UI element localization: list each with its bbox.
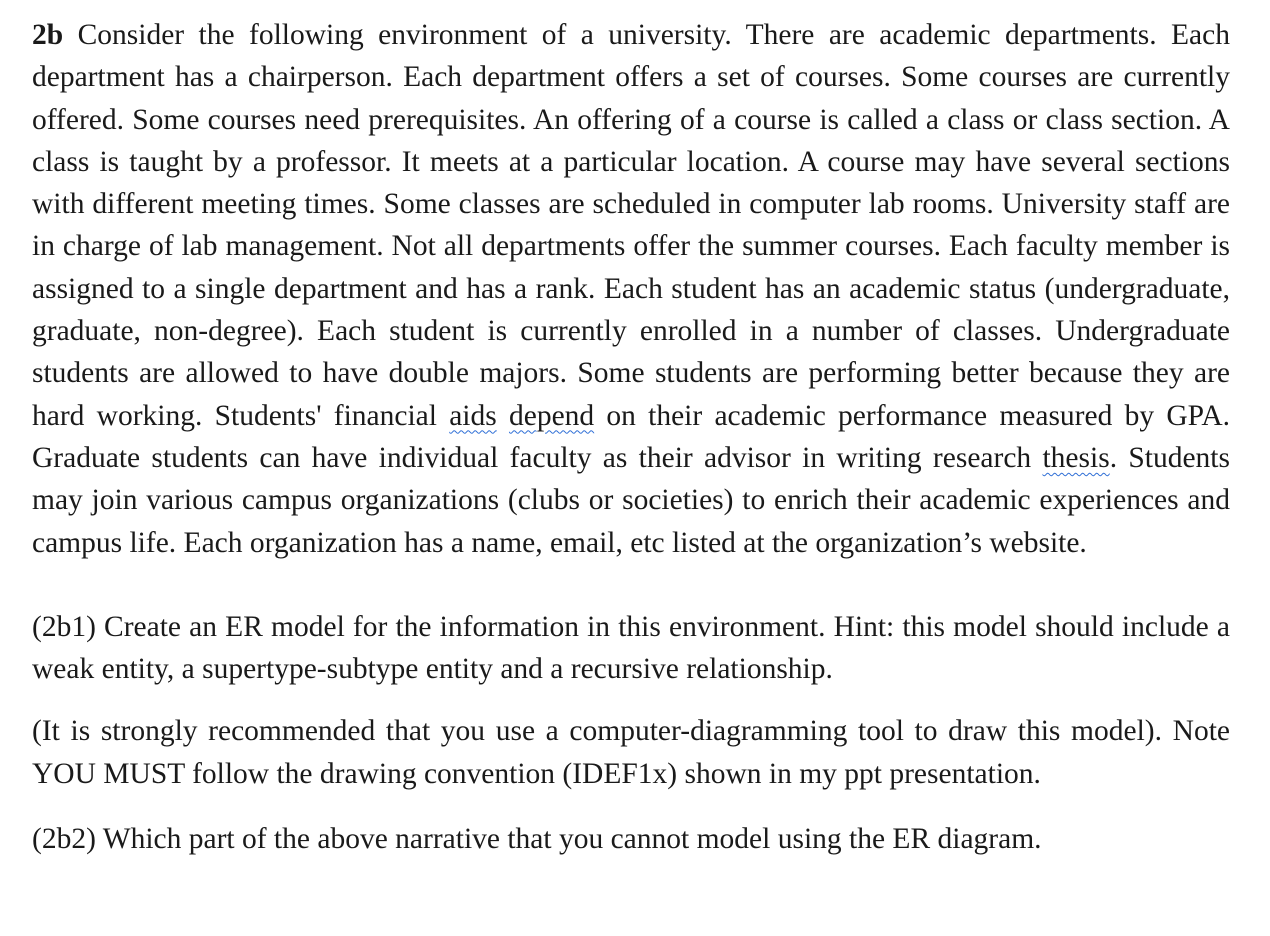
paragraph-spacer <box>32 690 1230 710</box>
paragraph-spacer <box>32 564 1230 606</box>
question-text-part-2: on their academic performance measured by GPA. Graduate students can have individual faculty as their advisor in writing research <box>32 399 1231 474</box>
document-body <box>32 14 1230 860</box>
word-space <box>497 400 509 432</box>
subquestion-2b1: (2b1) Create an ER model for the information in this environment. Hint: this model should include a weak entity, a supertype-subtype entity and a recursive relationship. <box>32 610 1230 686</box>
question-text-part-1: Consider the following environment of a university. There are academic departments. Each department has a chairperson. Each department offers a set of courses. Some courses are currently offered. Some courses need prerequisites. An offering of a course is called a class or class section. A class is taught by a professor. It meets at a particular location. A course may have several sections with different meeting times. Some classes are scheduled in computer lab rooms. University staff are in charge of lab management. Not all departments offer the summer courses. Each faculty member is assigned to a single department and has a rank. Each student has an academic status (undergraduate, graduate, non-degree). Each student is currently enrolled in a number of classes. Undergraduate students are allowed to have double majors. Some students are performing better because they are hard working. Students' financial <box>32 19 1230 432</box>
spellcheck-flagged-word[interactable]: thesis <box>1042 441 1110 474</box>
spellcheck-flagged-word[interactable]: depend <box>508 399 595 432</box>
question-text-part-3: . Students may join various campus organizations (clubs or societies) to enrich their academic experiences and campus life. Each organization has a name, email, etc listed at the organization’s website. <box>32 441 1230 559</box>
paragraph-spacer <box>32 795 1230 818</box>
subquestion-note: (It is strongly recommended that you use a computer-diagramming tool to draw this model). Note YOU MUST follow the drawing convention (IDEF1x) shown in my ppt presentation. <box>32 715 1230 790</box>
subquestion-2b2: (2b2) Which part of the above narrative that you cannot model using the ER diagram. <box>32 823 1042 856</box>
spellcheck-flagged-word[interactable]: aids <box>449 399 497 432</box>
question-label: 2b <box>32 19 64 51</box>
question-paragraph <box>32 14 1230 564</box>
